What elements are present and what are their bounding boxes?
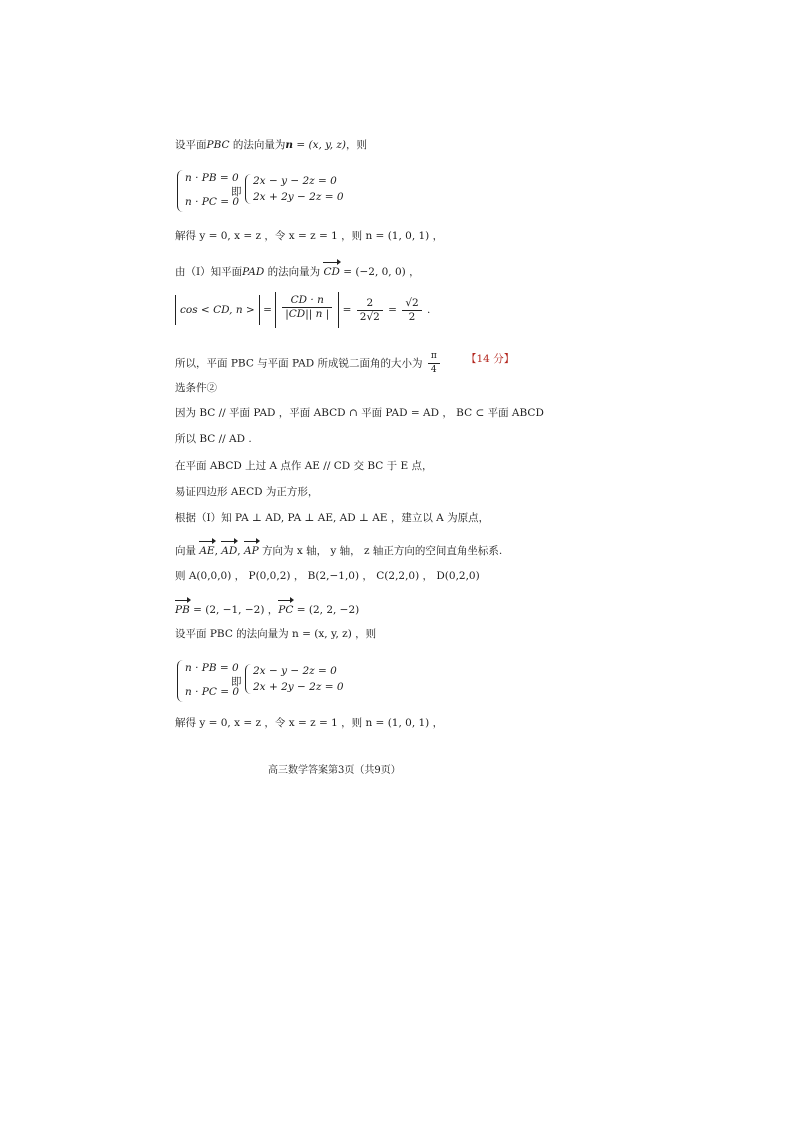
line-solution-1: 解得 y = 0, x = z ，令 x = z = 1 ，则 n = (1, 0, 1) ，	[175, 230, 444, 242]
line-bc-ad: 所以 BC // AD .	[175, 433, 252, 445]
sys2-row-2: n · PC = 0	[185, 686, 240, 698]
text: 所以，平面 PBC 与平面 PAD 所成锐二面角的大小为	[175, 357, 423, 370]
line-coordinates: 则 A(0,0,0) ， P(0,0,2) ， B(2,−1,0) ， C(2,2,0) ， D(0,2,0)	[175, 570, 480, 582]
line-option-2: 选条件②	[175, 382, 217, 394]
sys1-row-2: n · PC = 0	[185, 196, 240, 208]
equals: =	[263, 304, 272, 316]
vector-ad: AD	[221, 541, 237, 558]
brace	[245, 664, 251, 694]
fraction-root2-over-2	[402, 297, 421, 324]
sys1-row-1: n · PB = 0	[185, 172, 239, 184]
text: 的法向量为	[264, 266, 324, 278]
vector-ae: AE	[199, 541, 214, 558]
line-normal-vector-pad	[175, 262, 420, 279]
line-solution-2: 解得 y = 0, x = z ，令 x = z = 1 ，则 n = (1, 0, 1) ，	[175, 717, 444, 729]
vector-cd: CD	[323, 262, 339, 279]
equation-system-1	[175, 170, 375, 214]
vector-n: n	[285, 139, 293, 151]
brace	[177, 170, 183, 212]
line-perpendicular: 根据（Ⅰ）知 PA ⊥ AD, PA ⊥ AE, AD ⊥ AE ，建立以 A 为原点，	[175, 512, 490, 524]
line-normal-vector-pbc	[175, 138, 367, 152]
brace	[245, 174, 251, 204]
vector-value: = (−2, 0, 0) ，	[339, 266, 420, 278]
cosine-formula	[175, 292, 430, 332]
sys2-eq-1: 2x − y − 2z = 0	[253, 665, 337, 677]
sys2-ji: 即	[231, 676, 242, 688]
denominator: 2	[408, 310, 416, 323]
numerator: 2	[357, 297, 383, 311]
sys1-eq-2: 2x + 2y − 2z = 0	[253, 191, 344, 203]
line-pb-pc	[175, 600, 359, 617]
plane-name: PBC	[206, 139, 230, 151]
equals: =	[342, 304, 352, 316]
sys1-eq-1: 2x − y − 2z = 0	[253, 175, 337, 187]
text: ，则	[346, 139, 368, 151]
sys1-ji: 即	[231, 186, 242, 198]
plane-name: PAD	[242, 266, 265, 278]
vector-value: = (2, −1, −2) ，	[189, 604, 279, 616]
score-badge: 【14 分】	[466, 353, 515, 365]
text: 设平面	[175, 139, 207, 151]
fraction-pi-over-4	[428, 350, 440, 377]
equation: = (x, y, z)	[293, 139, 347, 151]
denominator: 4	[430, 365, 437, 375]
abs-cos: cos < CD, n >	[175, 295, 260, 325]
denominator: |CD|| n |	[285, 308, 330, 320]
numerator: √2	[402, 297, 421, 311]
brace	[177, 660, 183, 702]
numerator: CD · n	[282, 294, 332, 308]
line-normal-vector-pbc-2: 设平面 PBC 的法向量为 n = (x, y, z) ，则	[175, 628, 377, 640]
line-coordinate-axes: 向量 AE, AD, AP 方向为 x 轴， y 轴， z 轴正方向的空间直角坐标系.	[175, 541, 502, 558]
text: 由（Ⅰ）知平面	[175, 266, 243, 278]
text: 的法向量为	[229, 139, 286, 151]
equals: =	[388, 304, 397, 316]
line-construct-ae: 在平面 ABCD 上过 A 点作 AE // CD 交 BC 于 E 点，	[175, 460, 433, 472]
fraction-cd-n	[282, 294, 332, 321]
vector-value: = (2, 2, −2)	[293, 604, 360, 616]
period: .	[427, 304, 431, 316]
vector-pc: PC	[278, 600, 293, 617]
fraction-2-over-2root2	[357, 297, 383, 324]
denominator: 2√2	[359, 310, 380, 323]
vector-ap: AP	[244, 541, 259, 558]
abs-fraction	[275, 292, 339, 328]
numerator: π	[428, 350, 440, 364]
sys2-eq-2: 2x + 2y − 2z = 0	[253, 681, 344, 693]
page-footer: 高三数学答案第3页（共9页）	[268, 765, 401, 776]
text: 向量	[175, 545, 200, 557]
line-bc-parallel: 因为 BC // 平面 PAD ，平面 ABCD ∩ 平面 PAD = AD ， BC ⊂ 平面 ABCD	[175, 407, 544, 419]
vector-pb: PB	[175, 600, 190, 617]
text: 方向为 x 轴， y 轴， z 轴正方向的空间直角坐标系.	[258, 545, 503, 557]
line-square: 易证四边形 AECD 为正方形，	[175, 486, 319, 498]
line-dihedral-angle	[175, 350, 442, 374]
sys2-row-1: n · PB = 0	[185, 662, 239, 674]
equation-system-2	[175, 660, 375, 704]
